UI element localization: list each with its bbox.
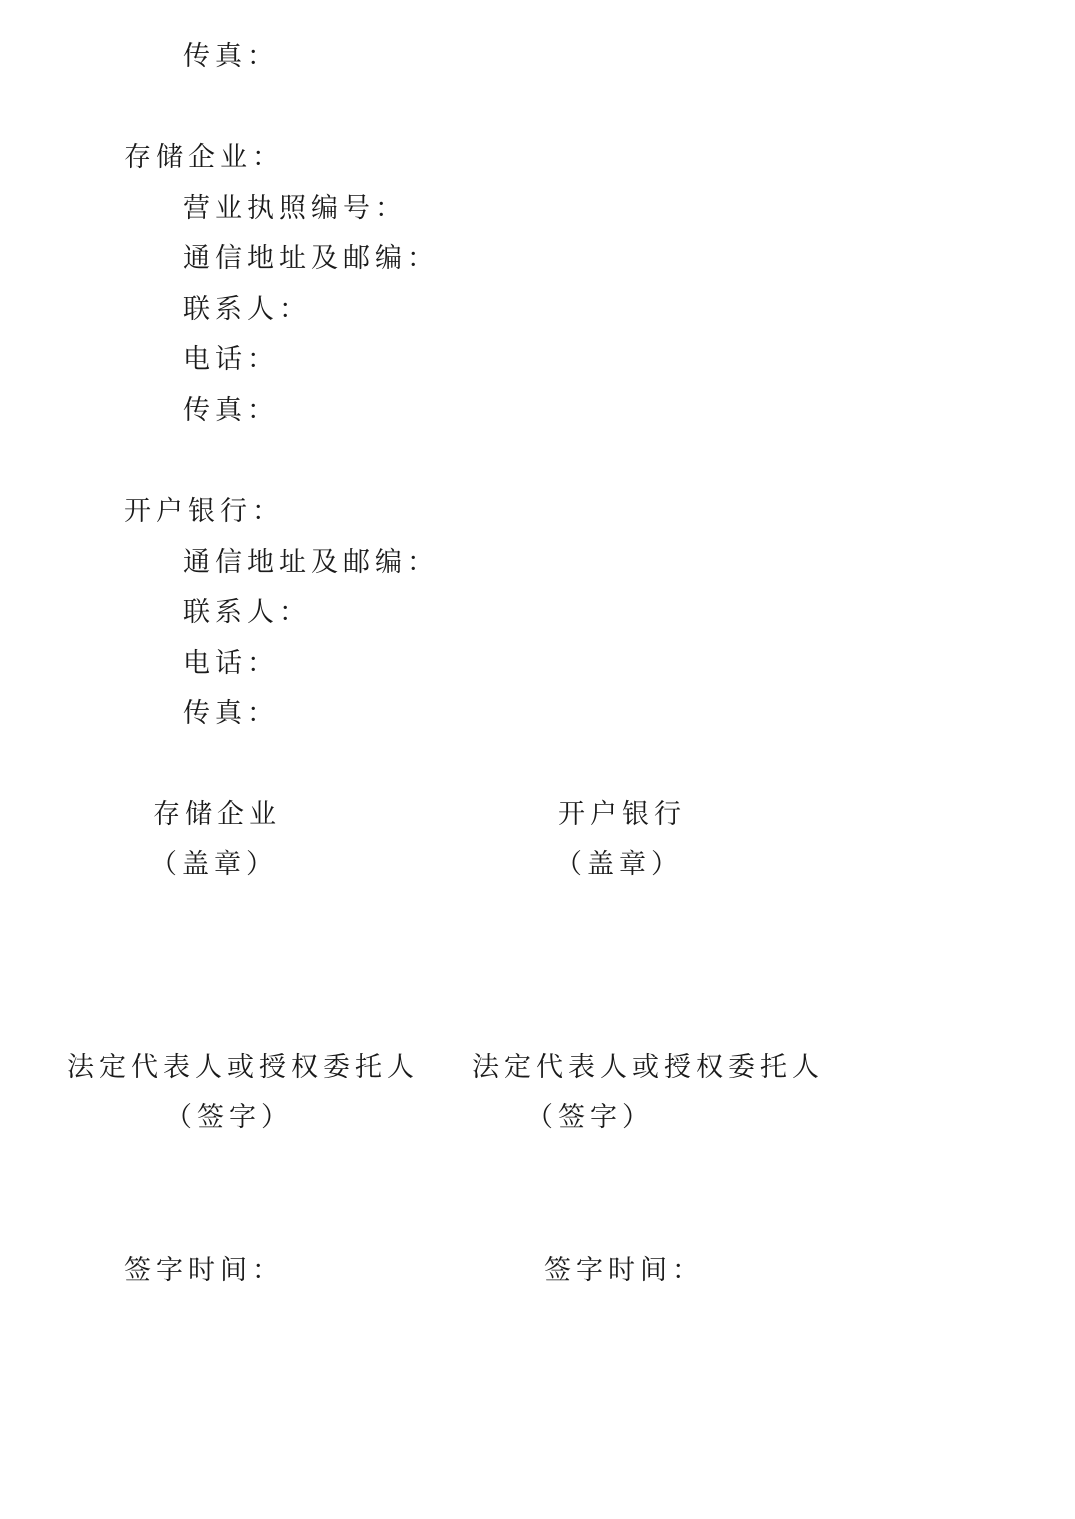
- signature-left-note: （签字）: [165, 1102, 293, 1133]
- storage-address-label: 通信地址及邮编：: [183, 243, 439, 274]
- storage-license-label: 营业执照编号：: [183, 193, 407, 224]
- seal-right-note: （盖章）: [555, 849, 683, 880]
- signature-left-title: 法定代表人或授权委托人: [67, 1052, 419, 1083]
- bank-address-label: 通信地址及邮编：: [183, 547, 439, 578]
- signature-right-title: 法定代表人或授权委托人: [472, 1052, 824, 1083]
- bank-contact-label: 联系人：: [183, 597, 311, 628]
- sign-date-left-label: 签字时间：: [124, 1255, 284, 1286]
- storage-phone-label: 电话：: [183, 344, 279, 375]
- bank-heading: 开户银行：: [124, 496, 284, 527]
- storage-heading: 存储企业：: [124, 142, 284, 173]
- signature-right-note: （签字）: [526, 1102, 654, 1133]
- bank-fax-label: 传真：: [183, 698, 279, 729]
- top-fax-label: 传真：: [183, 41, 279, 72]
- seal-left-note: （盖章）: [150, 849, 278, 880]
- storage-contact-label: 联系人：: [183, 294, 311, 325]
- seal-left-name: 存储企业: [153, 799, 281, 830]
- bank-phone-label: 电话：: [183, 648, 279, 679]
- seal-right-name: 开户银行: [558, 799, 686, 830]
- storage-fax-label: 传真：: [183, 395, 279, 426]
- sign-date-right-label: 签字时间：: [544, 1255, 704, 1286]
